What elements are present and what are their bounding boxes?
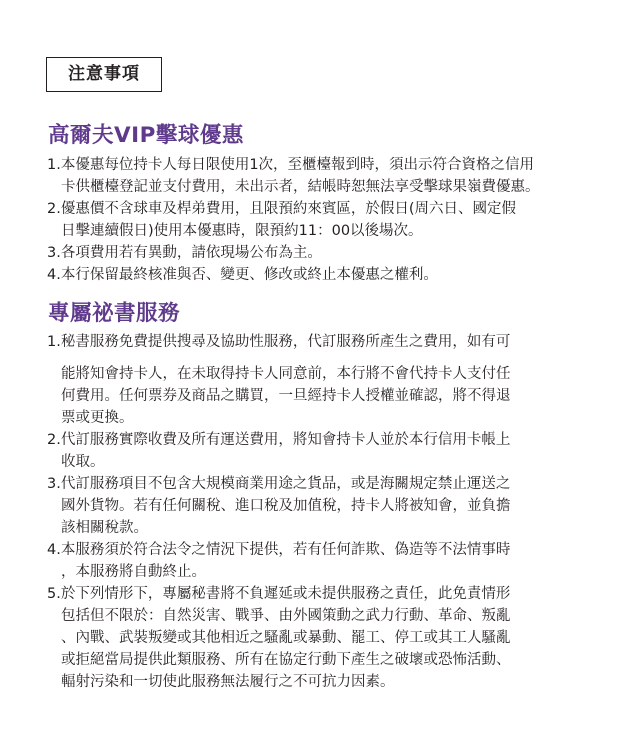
list-item bbox=[47, 539, 609, 583]
list-item-line: 2.優惠價不含球車及桿弟費用，且限預約來賓區，於假日(周六日、國定假 bbox=[47, 201, 516, 217]
list-item bbox=[47, 264, 609, 286]
list-item-line: 、內戰、武裝叛變或其他相近之騷亂或暴動、罷工、停工或其工人騷亂 bbox=[61, 630, 511, 646]
list-item bbox=[47, 242, 609, 264]
section-title-secretary: 專屬祕書服務 bbox=[48, 301, 181, 326]
list-item-line: 5.於下列情形下，專屬秘書將不負遲延或未提供服務之責任，此免責情形 bbox=[47, 586, 511, 602]
list-item bbox=[47, 331, 609, 429]
list-item bbox=[47, 429, 609, 473]
list-item bbox=[47, 583, 609, 693]
list-item-line: 該相關稅款。 bbox=[61, 520, 148, 536]
list-item-line: 3.各項費用若有異動，請依現場公布為主。 bbox=[47, 245, 322, 261]
list-item-line: 包括但不限於：自然災害、戰爭、由外國策動之武力行動、革命、叛亂 bbox=[61, 608, 511, 624]
notice-heading: 注意事項 bbox=[46, 57, 162, 92]
list-item-line: 國外貨物。若有任何關稅、進口稅及加值稅，持卡人將被知會，並負擔 bbox=[61, 498, 511, 514]
list-item-line: ，本服務將自動終止。 bbox=[61, 564, 206, 580]
list-item-line: 輻射污染和一切使此服務無法履行之不可抗力因素。 bbox=[61, 674, 395, 690]
list-item-line: 卡供櫃檯登記並支付費用，未出示者，結帳時恕無法享受擊球果嶺費優惠。 bbox=[61, 179, 540, 195]
list-item-line: 日擊連續假日)使用本優惠時，限預約11：00以後場次。 bbox=[61, 223, 423, 239]
secretary-terms-list bbox=[47, 331, 609, 693]
list-item-line: 能將知會持卡人，在未取得持卡人同意前，本行將不會代持卡人支付任 bbox=[61, 366, 511, 382]
list-item-line: 1.本優惠每位持卡人每日限使用1次，至櫃檯報到時，須出示符合資格之信用 bbox=[47, 157, 535, 173]
list-item bbox=[47, 198, 609, 242]
list-item-line: 或拒絕當局提供此類服務、所有在協定行動下產生之破壞或恐怖活動、 bbox=[61, 652, 511, 668]
list-item-line: 何費用。任何票券及商品之購買，一旦經持卡人授權並確認，將不得退 bbox=[61, 388, 511, 404]
list-item-line: 票或更換。 bbox=[61, 410, 134, 426]
list-item-line: 4.本行保留最終核准與否、變更、修改或終止本優惠之權利。 bbox=[47, 267, 438, 283]
list-item-line: 3.代訂服務項目不包含大規模商業用途之貨品，或是海關規定禁止運送之 bbox=[47, 476, 511, 492]
list-item-line: 4.本服務須於符合法令之情況下提供，若有任何詐欺、偽造等不法情事時 bbox=[47, 542, 511, 558]
section-title-golf: 高爾夫VIP擊球優惠 bbox=[48, 123, 244, 148]
list-item-line: 1.秘書服務免費提供搜尋及協助性服務，代訂服務所產生之費用，如有可 bbox=[47, 334, 511, 350]
golf-terms-list bbox=[47, 154, 609, 286]
list-item bbox=[47, 154, 609, 198]
list-item bbox=[47, 473, 609, 539]
list-item-line: 收取。 bbox=[61, 454, 105, 470]
list-item-line: 2.代訂服務實際收費及所有運送費用，將知會持卡人並於本行信用卡帳上 bbox=[47, 432, 511, 448]
